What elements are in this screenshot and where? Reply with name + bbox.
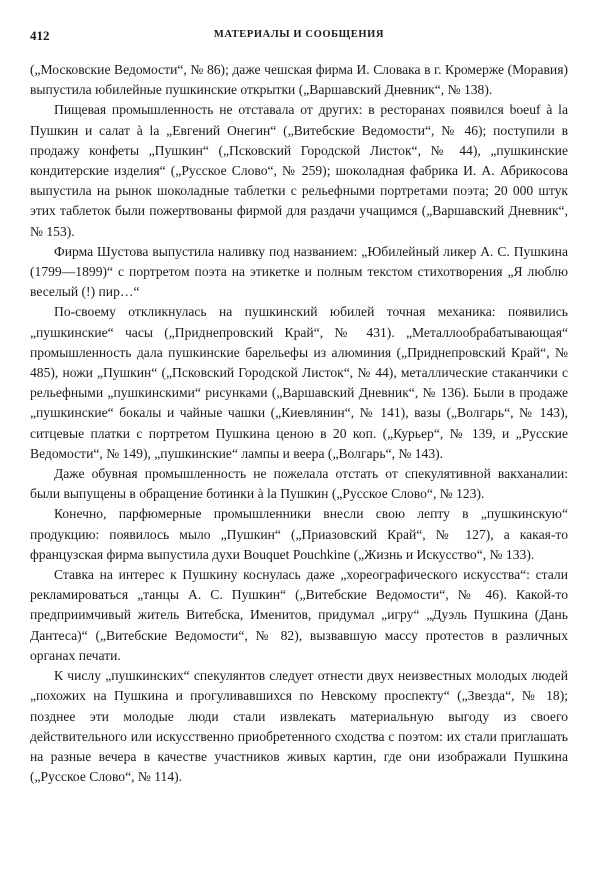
paragraph-5: Даже обувная промышленность не пожелала отстать от спекулятивной вакханалии: были выпущены в обращение ботинки à la Пушкин („Русское Слово“, № 123). xyxy=(30,466,568,502)
page-number: 412 xyxy=(30,28,50,43)
paragraph-8: К числу „пушкинских“ спекулянтов следует отнести двух неизвестных молодых людей „похожих на Пушкина и прогуливавшихся по Невскому проспекту“ („Звезда“, № 18); позднее эти молодые люди стали извлекать материальную выгоду из своего действительного или искусственно приобретенного сходства с поэтом: их стали приглашать на разные вечера в качестве участников живых картин, где они изображали Пушкина („Русское Слово“, № 114). xyxy=(30,668,568,785)
paragraph-1: („Московские Ведомости“, № 86); даже чешская фирма И. Словака в г. Кромерже (Моравия) выпустила юбилейные пушкинские открытки („Варшавский Дневник“, № 138). xyxy=(30,62,568,98)
paragraph-2: Пищевая промышленность не отставала от других: в ресторанах появился boeuf à la Пушкин и салат à la „Евгений Онегин“ („Витебские Ведомости“, № 46); поступили в продажу конфеты „Пушкин“ („Псковский Городской Листок“, № 44), „пушкинские кондитерские изделия“ („Русское Слово“, № 259); шоколадная фабрика И. А. Абрикосова выпустила на рынок шоколадные таблетки с рельефными портретами поэта; 20 000 штук этих таблеток были пожертвованы фирмой для раздачи учащимся („Варшавский Дневник“, № 153). xyxy=(30,102,568,239)
body-text xyxy=(30,60,568,787)
page-header xyxy=(30,28,568,50)
paragraph-7: Ставка на интерес к Пушкину коснулась даже „хореографического искусства“: стали рекламироваться „танцы А. С. Пушкин“ („Витебские Ведомости“, № 46). Какой-то предприимчивый житель Витебска, Именитов, придумал „игру“ „Дуэль Пушкина (Дань Дантеса)“ („Витебские Ведомости“, № 82), вызвавшую массу протестов в различных органах печати. xyxy=(30,567,568,663)
running-title: МАТЕРИАЛЫ И СООБЩЕНИЯ xyxy=(213,29,385,40)
document-page xyxy=(30,28,568,787)
paragraph-3: Фирма Шустова выпустила наливку под названием: „Юбилейный ликер А. С. Пушкина (1799—1899)“ с портретом поэта на этикетке и полным текстом стихотворения „Я люблю веселый (!) пир…“ xyxy=(30,243,568,300)
paragraph-6: Конечно, парфюмерные промышленники внесли свою лепту в „пушкинскую“ продукцию: появилось мыло „Пушкин“ („Приазовский Край“, № 127), а какая-то французская фирма выпустила духи Bouquet Pouchkine („Жизнь и Искусство“, № 133). xyxy=(30,506,568,562)
paragraph-4: По-своему откликнулась на пушкинский юбилей точная механика: появились „пушкинские“ часы („Приднепровский Край“, № 431). „Металлообрабатывающая“ промышленность дала пушкинские барельефы из алюминия („Приднепровский Край“, № 485), ножи „Пушкин“ („Псковский Городской Листок“, № 44), металлические стаканчики с рельефными „пушкинскими“ рисунками („Варшавский Дневник“, № 136). Были в продаже „пушкинские“ бокалы и чайные чашки („Киевлянин“, № 141), вазы („Волгарь“, № 143), ситцевые платки с портретом Пушкина ценою в 20 коп. („Курьер“, № 139, и „Русские Ведомости“, № 149), „пушкинские“ лампы и веера („Волгарь“, № 143). xyxy=(30,304,568,461)
